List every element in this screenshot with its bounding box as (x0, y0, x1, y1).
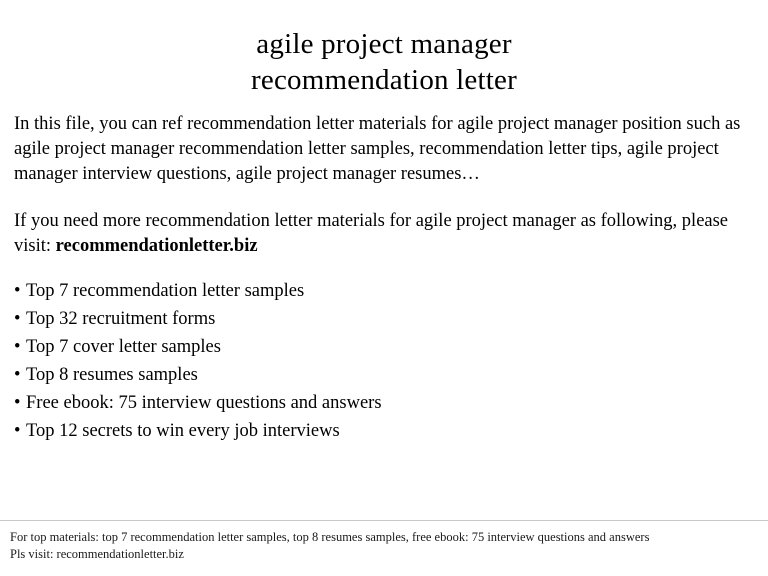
bullet-icon: • (14, 337, 21, 357)
list-item-label: Top 7 cover letter samples (26, 337, 221, 357)
bullet-icon: • (14, 421, 21, 441)
body-content (0, 98, 768, 447)
bullet-icon: • (14, 365, 21, 385)
page-title (0, 0, 768, 98)
visit-paragraph (14, 209, 746, 259)
footer-line-2: Pls visit: recommendationletter.biz (10, 547, 184, 561)
bullet-icon: • (14, 281, 21, 301)
materials-list (14, 279, 746, 444)
list-item-label: Top 12 secrets to win every job interviews (26, 421, 340, 441)
bullet-icon: • (14, 309, 21, 329)
footer-line-1: For top materials: top 7 recommendation letter samples, top 8 resumes samples, free ebook: 75 interview questions and answers (10, 530, 650, 544)
list-item (14, 307, 746, 332)
list-item-label: Top 7 recommendation letter samples (26, 281, 305, 301)
list-item-label: Top 32 recruitment forms (26, 309, 216, 329)
title-line-1: agile project manager (256, 28, 512, 60)
bullet-icon: • (14, 393, 21, 413)
list-item (14, 335, 746, 360)
list-item (14, 363, 746, 388)
site-link[interactable]: recommendationletter.biz (55, 236, 258, 256)
list-item (14, 419, 746, 444)
list-item-label: Free ebook: 75 interview questions and answers (26, 393, 382, 413)
title-line-2: recommendation letter (251, 64, 517, 96)
intro-paragraph: In this file, you can ref recommendation letter materials for agile project manager position such as agile project manager recommendation letter samples, recommendation letter tips, agile project manager interview questions, agile project manager resumes… (14, 114, 741, 184)
list-item (14, 391, 746, 416)
list-item-label: Top 8 resumes samples (26, 365, 198, 385)
visit-paragraph-lead: If you need more recommendation letter materials for agile project manager as following, please visit: (14, 211, 729, 256)
slide-footer (0, 520, 768, 576)
list-item (14, 279, 746, 304)
